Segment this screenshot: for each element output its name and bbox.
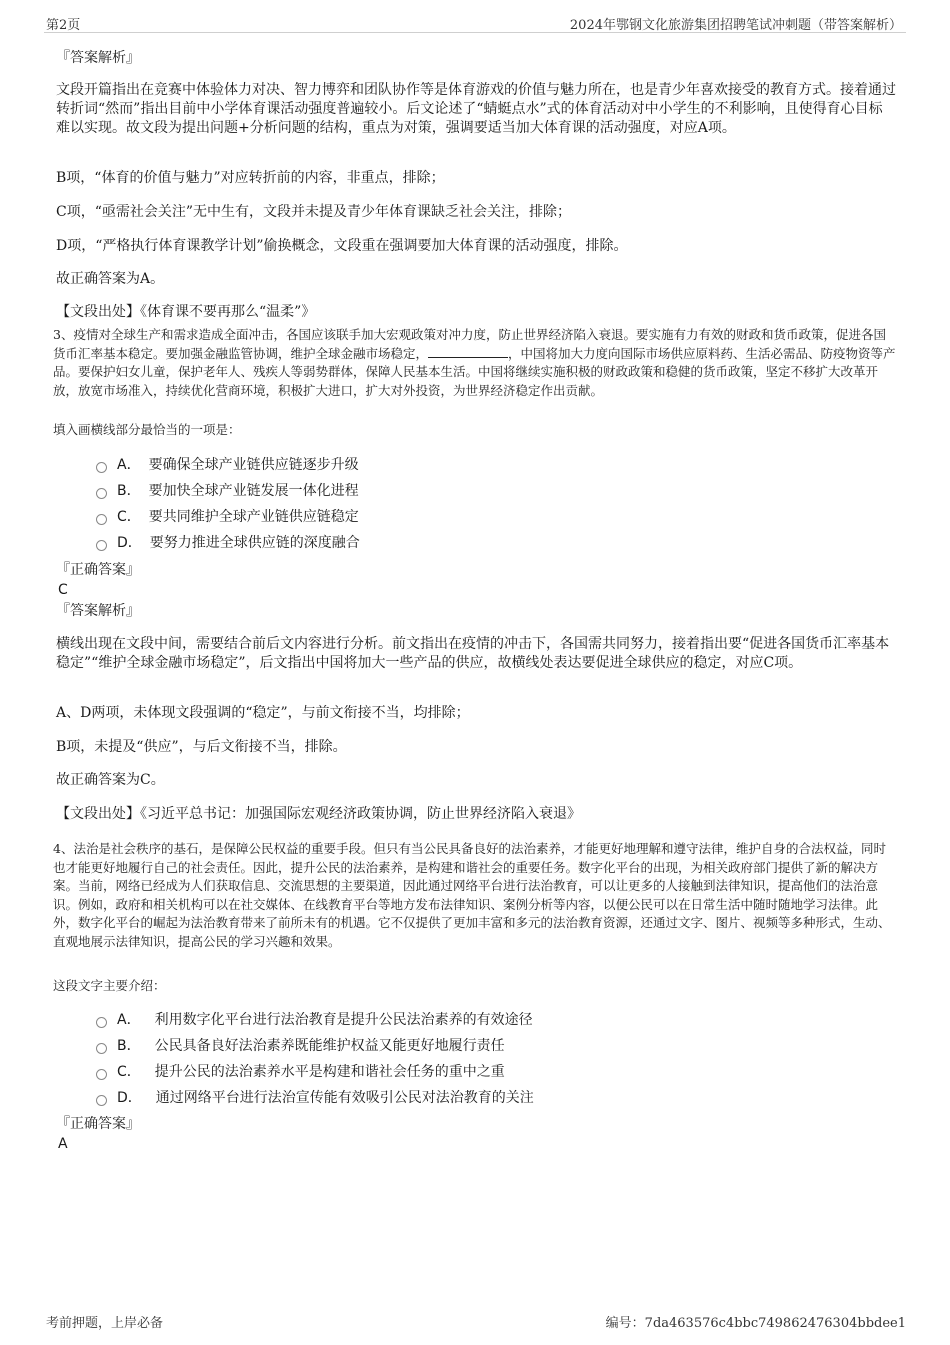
q2-source: 【文段出处】《体育课不要再那么“温柔”》 [56, 304, 316, 320]
q4-passage: 4、法治是社会秩序的基石，是保障公民权益的重要手段。但只有当公民具备良好的法治素养，才能更好地理解和遵守法律，维护自身的合法权益，同时也才能更好地履行自己的社会责任。因此，提升公民的法治素养，是构建和谐社会的重要任务。数字化平台的出现，为相关政府部门提供了新的解决方案。当前，网络已经成为人们获取信息、交流思想的主要渠道，因此通过网络平台进行法治教育，可以让更多的人接触到法律知识，提高他们的法治意识。例如，政府和相关机构可以在社交媒体、在线教育平台等地方发布法律知识、案例分析等内容，以便公民可以在日常生活中随时随地学习法律。此外，数字化平台的崛起为法治教育带来了前所未有的机遇。它不仅提供了更加丰富和多元的法治教育资源，还通过文字、图片、视频等多种形式，生动、直观地展示法律知识，提高公民的学习兴趣和效果。 [53, 841, 891, 949]
q4-option-c[interactable]: C． 提升公民的法治素养水平是构建和谐社会任务的重中之重 [96, 1062, 505, 1082]
radio-button[interactable] [96, 1017, 107, 1028]
q3-option-c[interactable]: C． 要共同维护全球产业链供应链稳定 [96, 507, 359, 527]
q4-prompt: 这段文字主要介绍： [53, 978, 166, 993]
q3-option-d[interactable]: D． 要努力推进全球供应链的深度融合 [96, 533, 360, 553]
q2-analysis-label: 『答案解析』 [56, 50, 140, 66]
q3-correct-label: 『正确答案』 [56, 562, 140, 578]
q3-option-a[interactable]: A． 要确保全球产业链供应链逐步升级 [96, 455, 359, 475]
q3-answer: C [58, 582, 68, 598]
q3-analysis-p3: B项，未提及“供应”，与后文衔接不当，排除。 [56, 739, 347, 755]
radio-button[interactable] [96, 540, 107, 551]
q3-option-b[interactable]: B． 要加快全球产业链发展一体化进程 [96, 481, 359, 501]
q2-analysis-p4: D项，“严格执行体育课教学计划”偷换概念，文段重在强调要加大体育课的活动强度，排除。 [56, 238, 628, 254]
q2-analysis-p1: 文段开篇指出在竞赛中体验体力对决、智力博弈和团队协作等是体育游戏的价值与魅力所在，也是青少年喜欢接受的教育方式。接着通过转折词“然而”指出目前中小学体育课活动强度普遍较小。后文论述了“蜻蜓点水”式的体育活动对中小学生的不利影响，且使得育心目标难以实现。故文段为提出问题+分析问题的结构，重点为对策，强调要适当加大体育课的活动强度，对应A项。 [56, 82, 896, 136]
q3-source: 【文段出处】《习近平总书记：加强国际宏观经济政策协调，防止世界经济陷入衰退》 [56, 806, 581, 822]
radio-button[interactable] [96, 514, 107, 525]
q4-correct-label: 『正确答案』 [56, 1116, 140, 1132]
radio-button[interactable] [96, 1043, 107, 1054]
radio-button[interactable] [96, 1095, 107, 1106]
page-footer [44, 1312, 906, 1330]
footer-slogan: 考前押题，上岸必备 [46, 1316, 164, 1331]
fill-blank-line [428, 345, 508, 358]
q4-option-b[interactable]: B． 公民具备良好法治素养既能维护权益又能更好地履行责任 [96, 1036, 505, 1056]
radio-button[interactable] [96, 1069, 107, 1080]
document-title: 2024年鄂钢文化旅游集团招聘笔试冲刺题（带答案解析） [569, 18, 902, 33]
q3-prompt: 填入画横线部分最恰当的一项是： [53, 422, 241, 437]
q2-conclusion: 故正确答案为A。 [56, 271, 165, 287]
q3-analysis-label: 『答案解析』 [56, 603, 140, 619]
q3-passage: 3、疫情对全球生产和需求造成全面冲击，各国应该联手加大宏观政策对冲力度，防止世界经济陷入衰退。要实施有力有效的财政和货币政策，促进各国货币汇率基本稳定。要加强金融监管协调，维护全球金融市场稳定， ，中国将加大力度向国际市场供应原料药、生活必需品、防疫物资等产品。要保护妇女儿童，保护老年人、残疾人等弱势群体，保障人民基本生活。中国将继续实施积极的财政政策和稳健的货币政策，坚定不移扩大改革开放，放宽市场准入，持续优化营商环境，积极扩大进口，扩大对外投资，为世界经济稳定作出贡献。 [53, 327, 896, 398]
page-header [44, 12, 906, 33]
q3-analysis-p2: A、D两项，未体现文段强调的“稳定”，与前文衔接不当，均排除； [56, 705, 470, 721]
q4-answer: A [58, 1136, 68, 1152]
radio-button[interactable] [96, 488, 107, 499]
q3-conclusion: 故正确答案为C。 [56, 772, 165, 788]
document-id: 编号：7da463576c4bbc749862476304bbdee1 [605, 1316, 906, 1331]
radio-button[interactable] [96, 462, 107, 473]
page-number: 第2页 [46, 18, 81, 33]
q2-analysis-p2: B项，“体育的价值与魅力”对应转折前的内容，非重点，排除； [56, 170, 445, 186]
q3-analysis-p1: 横线出现在文段中间，需要结合前后文内容进行分析。前文指出在疫情的冲击下，各国需共同努力，接着指出要“促进各国货币汇率基本稳定”“维护全球金融市场稳定”，后文指出中国将加大一些产品的供应，故横线处表达要促进全球供应的稳定，对应C项。 [56, 636, 890, 671]
q4-option-a[interactable]: A． 利用数字化平台进行法治教育是提升公民法治素养的有效途径 [96, 1010, 533, 1030]
q2-analysis-p3: C项，“亟需社会关注”无中生有，文段并未提及青少年体育课缺乏社会关注，排除； [56, 204, 572, 220]
q4-option-d[interactable]: D． 通过网络平台进行法治宣传能有效吸引公民对法治教育的关注 [96, 1088, 534, 1108]
